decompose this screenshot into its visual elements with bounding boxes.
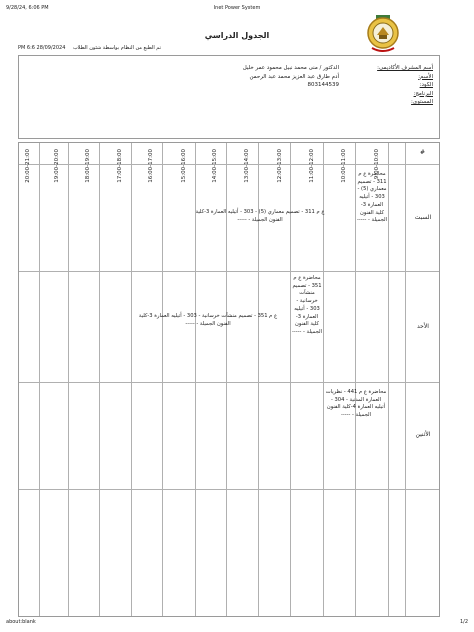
schedule-cell-sat-studio: ع م 311 - تصميم معماري (5) - 303 - أتيليه العمارة 3-كلية الفنون الجميلة - ----- (195, 209, 325, 223)
time-header: 15:00-16:00 (181, 149, 187, 183)
schedule-cell-sat-lecture: محاضرة ع م 311 - تصميم معماري (5) - 303 - أتيليه العمارة 3-كلية الفنون الجميلة - ----- (357, 171, 387, 224)
schedule-cell-sun-lecture: محاضرة ع م 351 - تصميم منشآت خرسانية - 303 - أتيليه العمارة 3-كلية الفنون الجميلة - ----- (292, 275, 322, 335)
footer-url: about:blank (6, 619, 36, 625)
time-header: 19:00-20:00 (54, 149, 60, 183)
time-header: 11:00-12:00 (309, 149, 315, 183)
day-label-saturday: السبت (414, 214, 432, 221)
student-name: أدم طارق عبد العزيز محمد عبد الرحمن (249, 73, 339, 80)
time-header: 20:00-21:00 (25, 149, 31, 183)
footer-page-number: 1/2 (459, 619, 468, 625)
level-label: المستوي: (411, 99, 433, 106)
advisor-label: أسم المشرف الأكاديمي: (377, 65, 433, 71)
schedule-table (18, 142, 440, 617)
time-header: 16:00-17:00 (148, 149, 154, 183)
name-label: الأسم: (418, 73, 433, 80)
printed-datetime: PM 6:6 28/09/2024 (18, 45, 66, 51)
browser-datetime: 9/28/24, 6:06 PM (6, 5, 49, 11)
schedule-cell-mon-lecture: محاضرة ع م 441 - نظريات العمارة المدنية - 304 - أتيليه العمارة 4-كلية الفنون الجميلة - ----- (325, 389, 387, 419)
student-info-box (18, 55, 440, 139)
advisor-name: الدكتور / منى محمد نبيل محمود عمر خليل (242, 65, 339, 71)
program-label: البرنامج: (413, 90, 433, 97)
info-values (243, 64, 339, 90)
info-labels (377, 64, 433, 107)
schedule-cell-sun-studio: ع م 351 - تصميم منشآت خرسانية - 303 - أتيليه العمارة 3-كلية الفنون الجميلة - ----- (138, 313, 278, 327)
time-header: 12:00-13:00 (277, 149, 283, 183)
printed-info (18, 45, 161, 51)
student-code: 803144539 (307, 82, 339, 88)
hash-header: # (420, 149, 426, 156)
day-label-sunday: الأحد (417, 323, 429, 330)
day-label-monday: الأثنين (415, 431, 431, 438)
time-header: 10:00-11:00 (341, 149, 347, 183)
code-label: الكود: (419, 82, 433, 89)
browser-page-title: Inet Power System (213, 5, 261, 11)
printed-label: تم الطبع من النظام بواسطة شئون الطلاب (72, 45, 162, 51)
time-header: 17:00-18:00 (117, 149, 123, 183)
time-header: 18:00-19:00 (85, 149, 91, 183)
time-header: 14:00-15:00 (212, 149, 218, 183)
time-header: 13:00-14:00 (244, 149, 250, 183)
document-title: الجدول الدراسي (204, 31, 270, 40)
time-header: 9:00-10:00 (374, 149, 380, 180)
